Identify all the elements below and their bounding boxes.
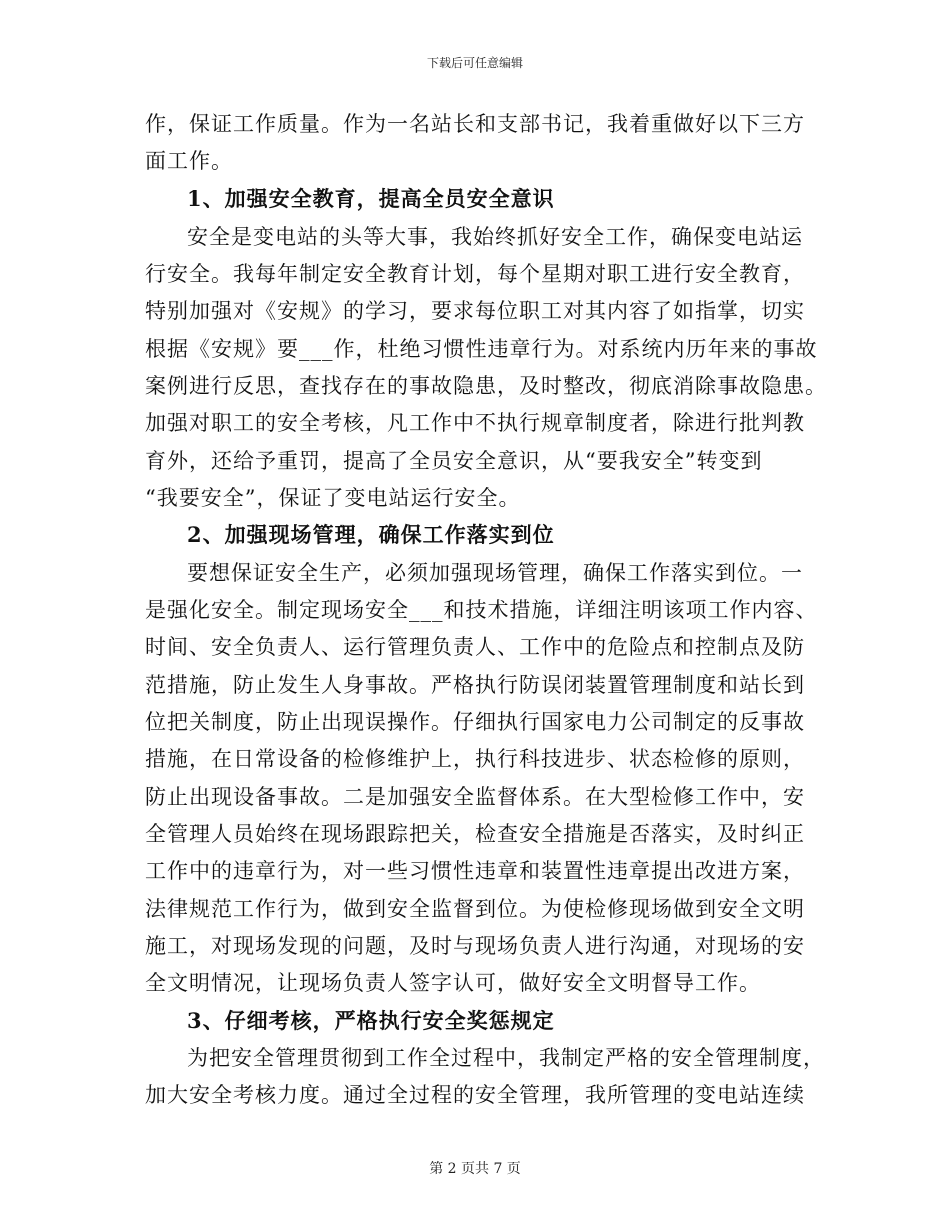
body-line: 时间、安全负责人、运行管理负责人、工作中的危险点和控制点及防 bbox=[145, 635, 805, 659]
page-header-note: 下载后可任意编辑 bbox=[426, 56, 523, 70]
body-line: 作，保证工作质量。作为一名站长和支部书记，我着重做好以下三方 bbox=[145, 112, 805, 136]
body-line: 育外，还给予重罚，提高了全员安全意识，从“要我安全”转变到 bbox=[145, 449, 763, 473]
body-line: 范措施，防止发生人身事故。严格执行防误闭装置管理制度和站长到 bbox=[145, 673, 805, 697]
body-line: 加大安全考核力度。通过全过程的安全管理，我所管理的变电站连续 bbox=[145, 1083, 805, 1107]
body-line: 要想保证安全生产，必须加强现场管理，确保工作落实到位。一 bbox=[187, 561, 803, 585]
body-line: 防止出现设备事故。二是加强安全监督体系。在大型检修工作中，安 bbox=[145, 785, 805, 809]
body-line: 全管理人员始终在现场跟踪把关，检查安全措施是否落实，及时纠正 bbox=[145, 822, 805, 846]
body-line: 施工，对现场发现的问题，及时与现场负责人进行沟通，对现场的安 bbox=[145, 934, 805, 958]
body-line: 位把关制度，防止出现误操作。仔细执行国家电力公司制定的反事故 bbox=[145, 710, 805, 734]
body-line: “我要安全”，保证了变电站运行安全。 bbox=[145, 486, 521, 510]
body-line: 面工作。 bbox=[145, 149, 233, 173]
section-heading-1: 1、加强安全教育，提高全员安全意识 bbox=[187, 186, 555, 211]
body-line: 是强化安全。制定现场安全___和技术措施，详细注明该项工作内容、 bbox=[145, 598, 818, 622]
body-line: 为把安全管理贯彻到工作全过程中，我制定严格的安全管理制度， bbox=[187, 1046, 825, 1070]
body-line: 案例进行反思，查找存在的事故隐患，及时整改，彻底消除事故隐患。 bbox=[145, 374, 827, 398]
body-line: 加强对职工的安全考核，凡工作中不执行规章制度者，除进行批判教 bbox=[145, 411, 805, 435]
body-line: 工作中的违章行为，对一些习惯性违章和装置性违章提出改进方案， bbox=[145, 859, 805, 883]
body-line: 安全是变电站的头等大事，我始终抓好安全工作，确保变电站运 bbox=[187, 225, 803, 249]
body-line: 法律规范工作行为，做到安全监督到位。为使检修现场做到安全文明 bbox=[145, 897, 805, 921]
body-line: 全文明情况，让现场负责人签字认可，做好安全文明督导工作。 bbox=[145, 971, 761, 995]
section-heading-2: 2、加强现场管理，确保工作落实到位 bbox=[187, 522, 555, 547]
body-line: 行安全。我每年制定安全教育计划，每个星期对职工进行安全教育， bbox=[145, 262, 805, 286]
body-line: 特别加强对《安规》的学习，要求每位职工对其内容了如指掌，切实 bbox=[145, 299, 805, 323]
section-heading-3: 3、仔细考核，严格执行安全奖惩规定 bbox=[187, 1008, 555, 1033]
body-line: 措施，在日常设备的检修维护上，执行科技进步、状态检修的原则， bbox=[145, 747, 805, 771]
body-line: 根据《安规》要___作，杜绝习惯性违章行为。对系统内历年来的事故 bbox=[145, 337, 818, 361]
page-number: 第 2 页共 7 页 bbox=[429, 1161, 521, 1177]
